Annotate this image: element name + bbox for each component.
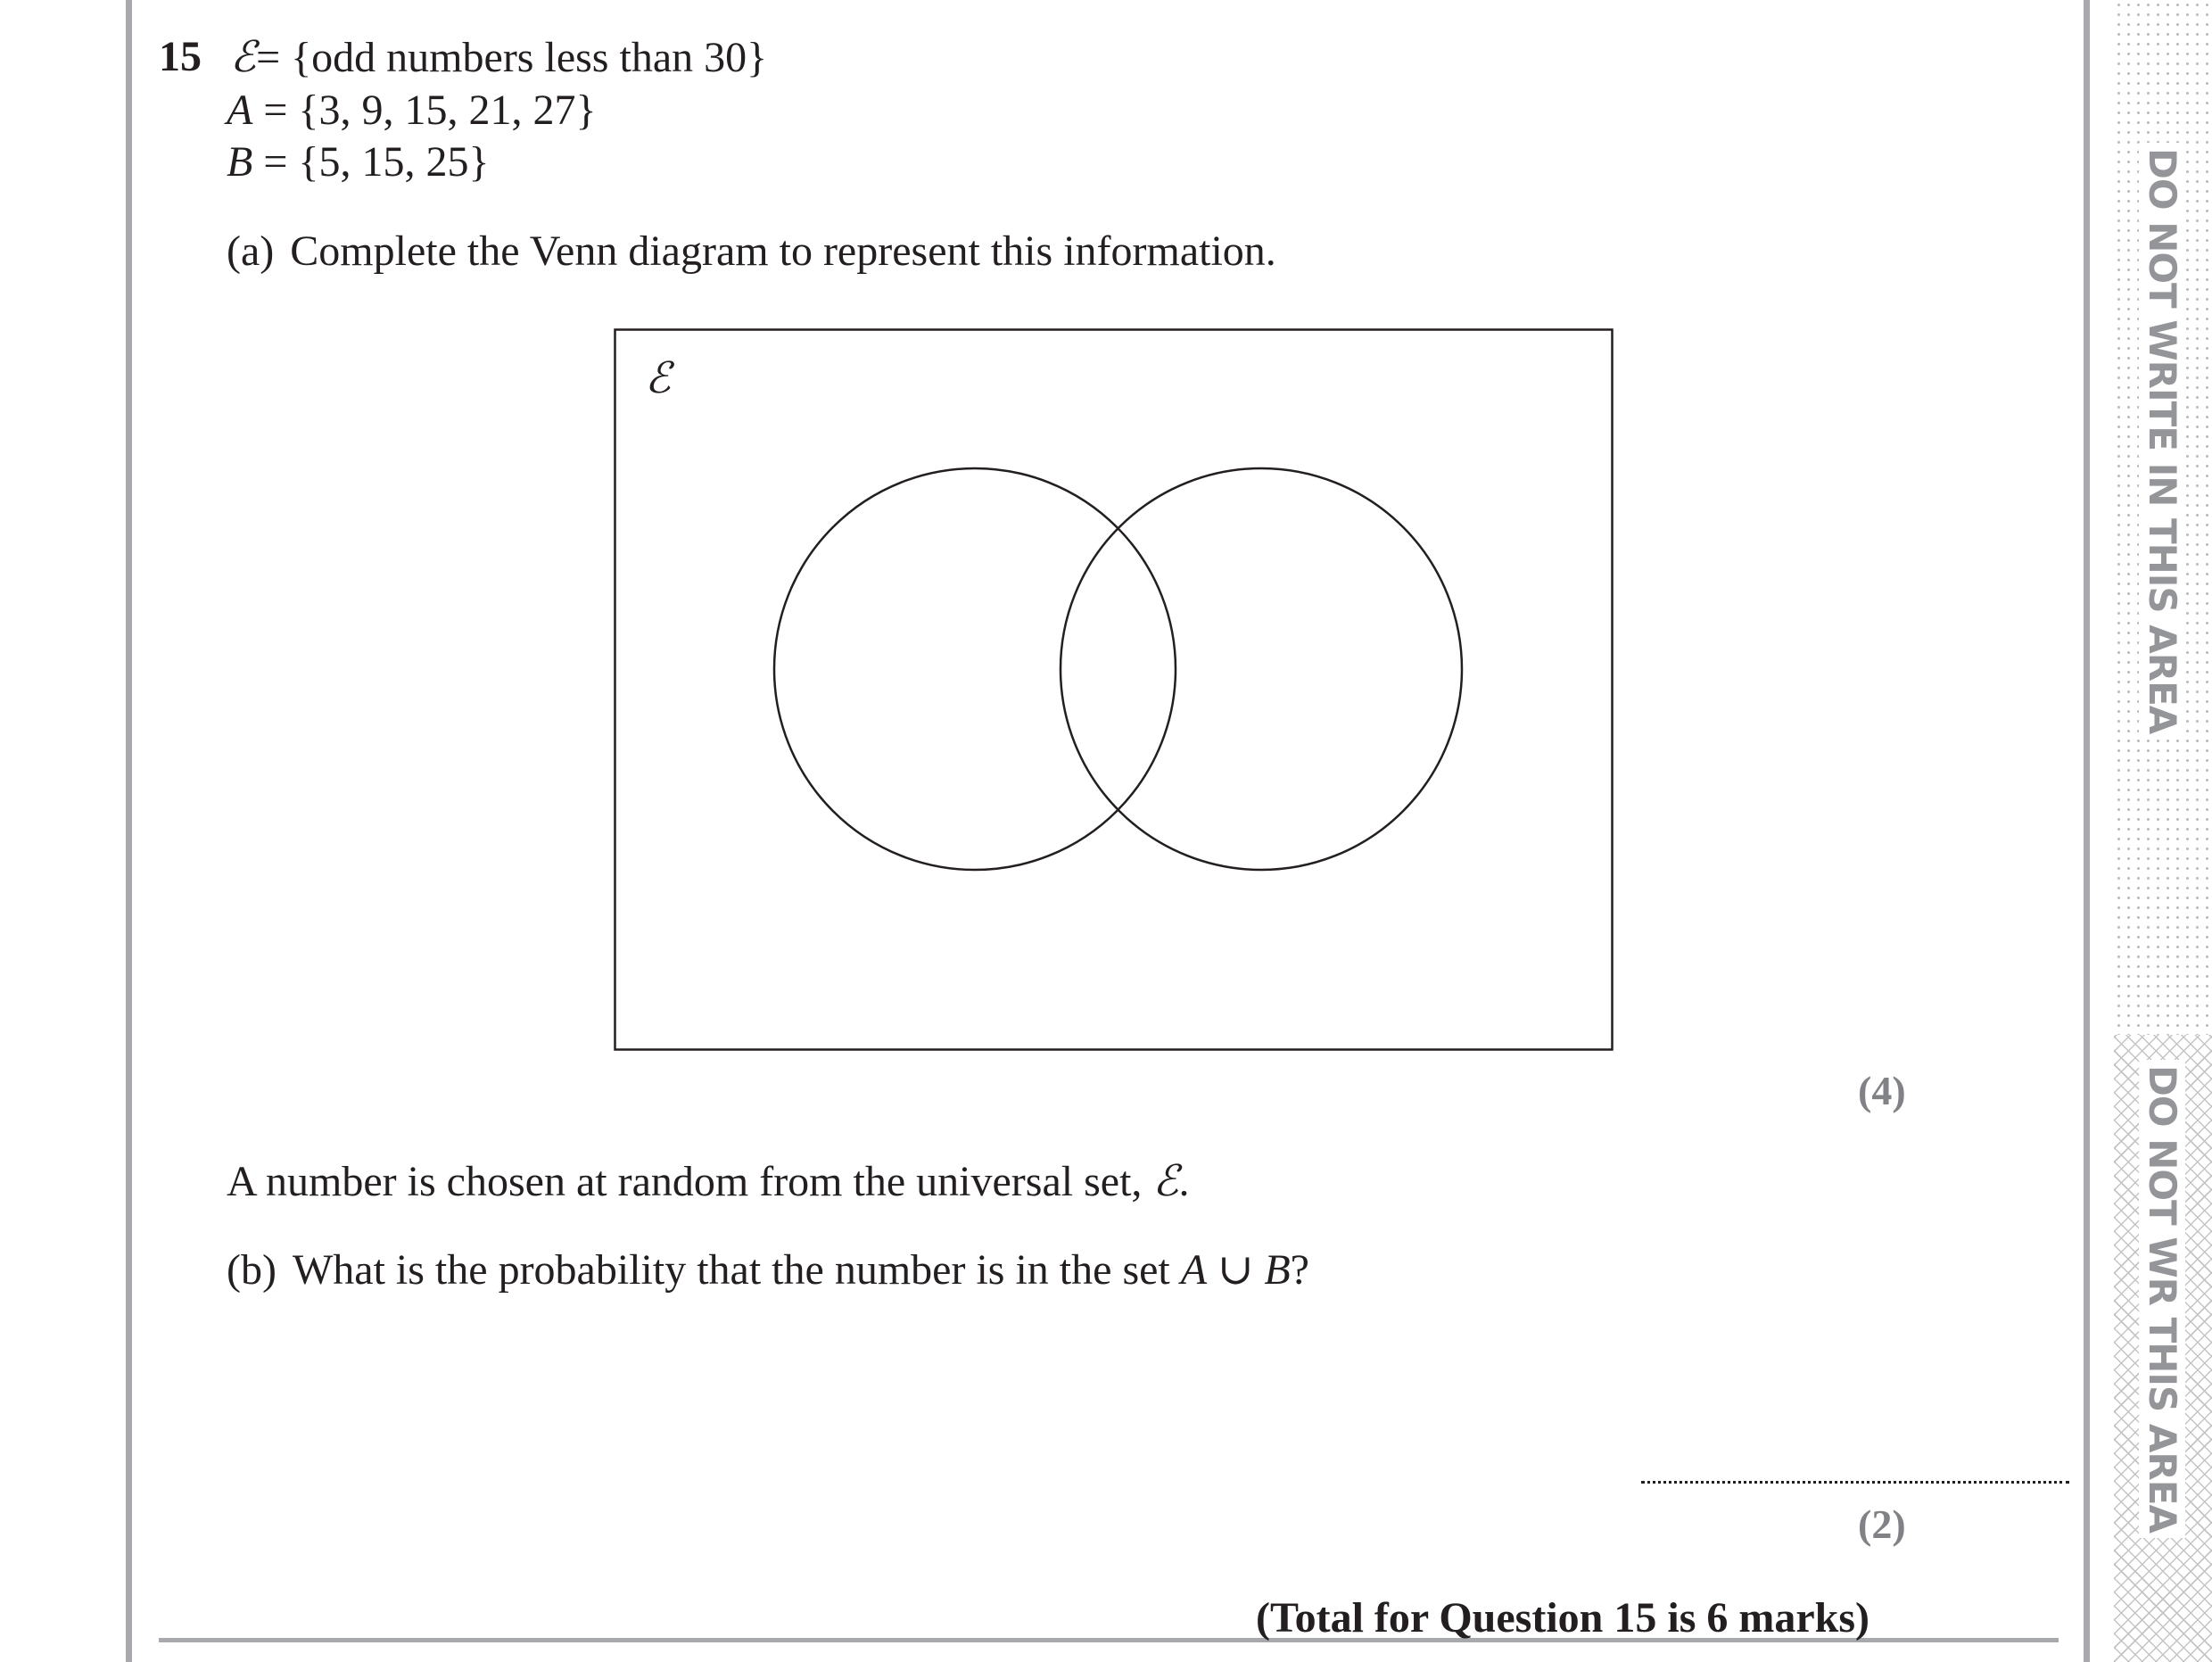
- margin-warning-lower: DO NOT WR THIS AREA: [2139, 1060, 2185, 1538]
- part-b-label: (b): [227, 1246, 276, 1294]
- universal-set-definition: = {odd numbers less than 30}: [256, 34, 768, 81]
- part-b-marks: (2): [1858, 1501, 1906, 1547]
- stem-text: A number is chosen at random from the universal set,: [227, 1158, 1143, 1205]
- set-b-name: B: [227, 138, 253, 186]
- universal-set-box: [615, 330, 1613, 1050]
- set-a-definition: = {3, 9, 15, 21, 27}: [263, 87, 597, 134]
- set-b-line: [227, 137, 489, 187]
- stem-end: .: [1178, 1158, 1190, 1205]
- stem-line: [227, 1156, 1189, 1207]
- set-a-name: A: [227, 87, 253, 134]
- part-b-answer-line[interactable]: [1641, 1481, 2069, 1484]
- question-total-marks: (Total for Question 15 is 6 marks): [1256, 1594, 1870, 1641]
- part-a-prompt: [227, 227, 1276, 277]
- universal-set-symbol: ℰ: [230, 32, 257, 82]
- question-number: 15: [159, 33, 202, 80]
- part-a-marks: (4): [1858, 1068, 1906, 1113]
- part-a-label: (a): [227, 227, 275, 275]
- part-b-set-b: B: [1264, 1246, 1291, 1294]
- part-b-prompt: [227, 1245, 1309, 1295]
- venn-universal-label: ℰ: [645, 353, 672, 403]
- right-border-rule: [2084, 0, 2090, 1662]
- part-b-union-symbol: ∪: [1217, 1246, 1254, 1294]
- part-b-text: What is the probability that the number is in the set: [292, 1246, 1170, 1294]
- margin-warning-upper: DO NOT WRITE IN THIS AREA: [2139, 143, 2185, 739]
- set-b-definition: = {5, 15, 25}: [263, 138, 490, 186]
- left-border-rule: [126, 0, 132, 1662]
- part-b-set-a: A: [1180, 1246, 1208, 1294]
- stem-universal-symbol: ℰ: [1152, 1156, 1179, 1206]
- universal-set-line: [230, 32, 767, 83]
- venn-diagram[interactable]: [614, 328, 1614, 1051]
- part-a-text: Complete the Venn diagram to represent this information.: [290, 227, 1276, 275]
- part-b-end: ?: [1290, 1246, 1309, 1294]
- set-a-line: [227, 86, 596, 136]
